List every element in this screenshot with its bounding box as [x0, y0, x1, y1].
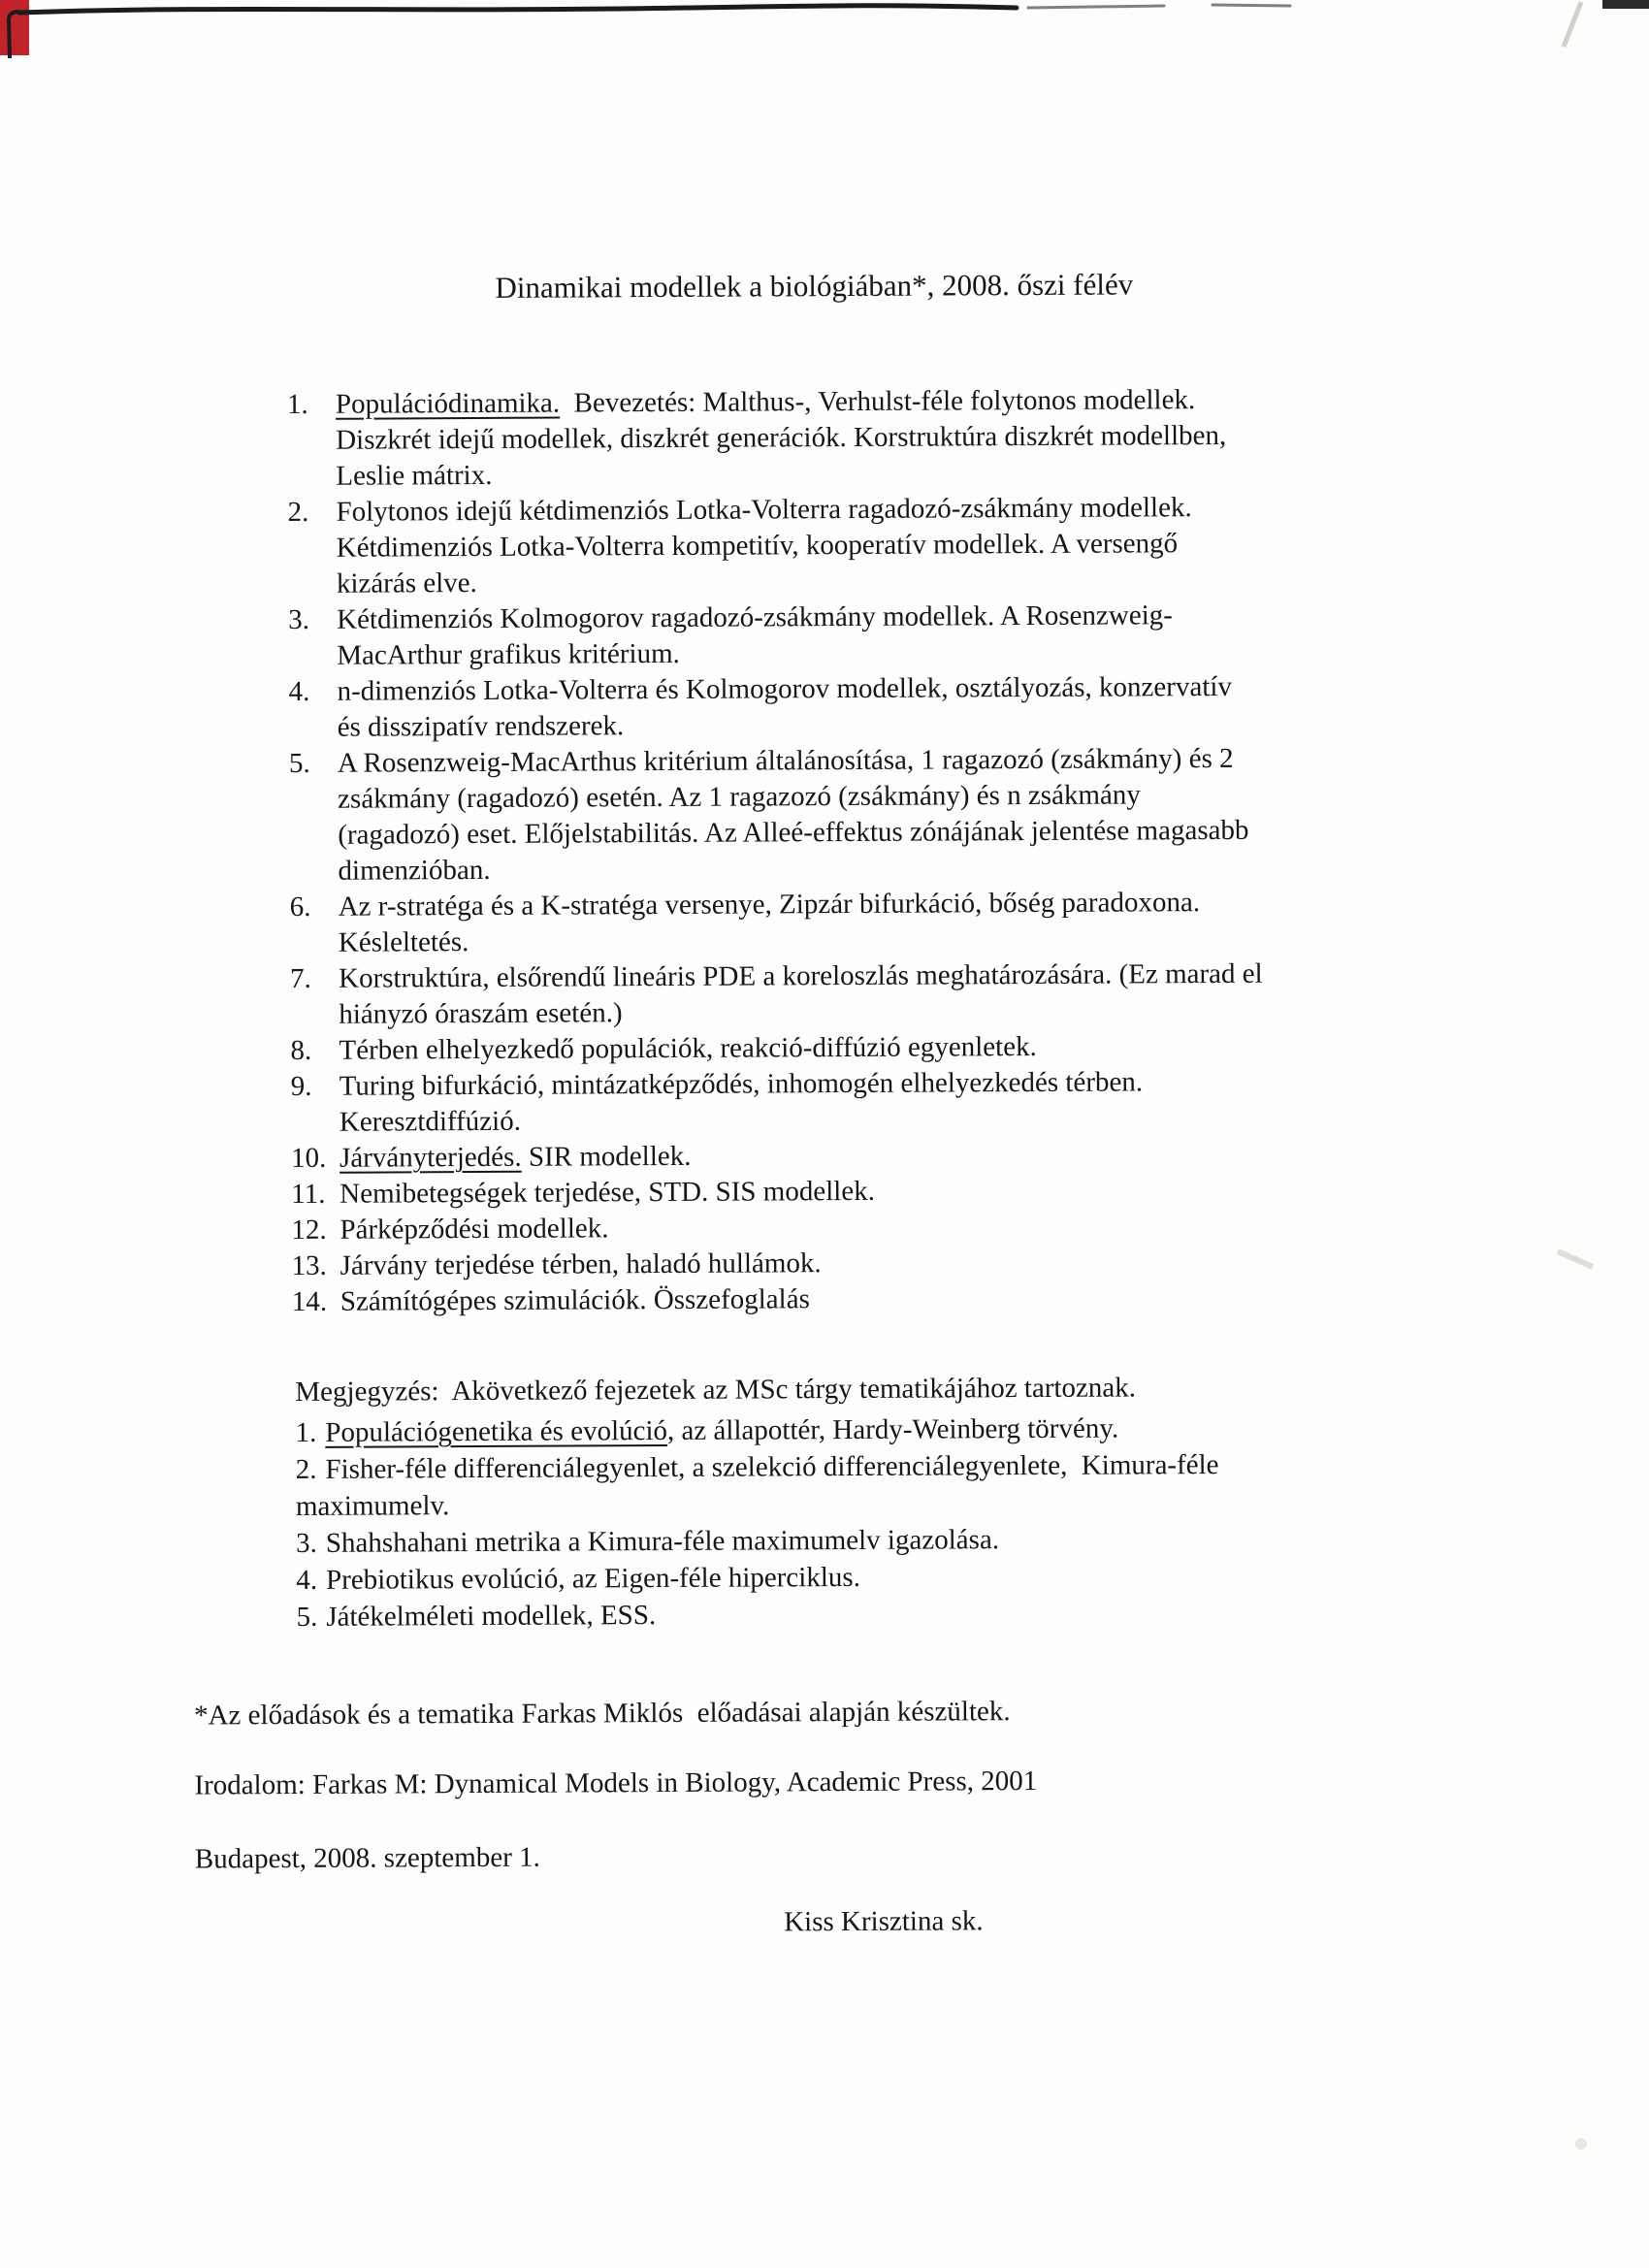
- item-text: Járványterjedés. SIR modellek.: [339, 1140, 692, 1174]
- item-number: 6.: [289, 891, 311, 923]
- literature-line: Irodalom: Farkas M: Dynamical Models in Biology, Academic Press, 2001: [194, 1765, 1038, 1801]
- list-item: [287, 380, 1530, 495]
- item-number: 14.: [291, 1285, 328, 1318]
- list-item: [292, 1278, 1534, 1320]
- item-text: A Rosenzweig-MacArthus kritérium általánosítása, 1 ragazozó (zsákmány) és 2 zsákmány (ragadozó) esetén. Az 1 ragazozó (zsákmány) és n zsákmány (ragadozó) eset. Előjelstabilitás. Az Alleé-effektus zónájának jelentése magasabb dimenzióban.: [337, 742, 1249, 887]
- item-text: Az r-stratéga és a K-stratéga versenye, Zipzár bifurkáció, bőség paradoxona. Késleltetés.: [338, 887, 1201, 958]
- item-text: Kétdimenziós Kolmogorov ragadozó-zsákmány modellek. A Rosenzweig- MacArthur grafikus kritérium.: [337, 599, 1173, 671]
- syllabus-list: [287, 380, 1534, 1320]
- item-number: 13.: [291, 1249, 327, 1282]
- item-text: Folytonos idejű kétdimenziós Lotka-Volterra ragadozó-zsákmány modellek. Kétdimenziós Lotka-Volterra kompetitív, kooperatív modellek. A versengő kizárás elve.: [336, 492, 1192, 599]
- item-text: Populációdinamika. Bevezetés: Malthus-, Verhulst-féle folytonos modellek. Diszkrét idejű modellek, diszkrét generációk. Korstruktúra diszkrét modellben, Leslie mátrix.: [335, 384, 1227, 492]
- item-number: 5.: [296, 1601, 318, 1633]
- msc-topics-list: [295, 1408, 1537, 1636]
- list-item: [287, 488, 1530, 602]
- item-number: 1.: [286, 388, 308, 421]
- page-title: Dinamikai modellek a biológiában*, 2008. őszi félév: [495, 267, 1134, 305]
- msc-note-heading: Megjegyzés: Akövetkező fejezetek az MSc tárgy tematikájához tartoznak.: [295, 1372, 1137, 1408]
- item-number: 2.: [287, 496, 309, 529]
- list-item: [288, 667, 1530, 746]
- item-number: 7.: [290, 962, 311, 995]
- item-text: Számítógépes szimulációk. Összefoglalás: [340, 1283, 810, 1317]
- signature-line: Kiss Krisztina sk.: [784, 1905, 984, 1938]
- item-number: 11.: [291, 1178, 326, 1211]
- msc-note-block: [295, 1367, 1537, 1636]
- item-text: Térben elhelyezkedő populációk, reakció-diffúzió egyenletek.: [339, 1030, 1037, 1066]
- list-item: [296, 1555, 1537, 1599]
- item-text: Korstruktúra, elsőrendű lineáris PDE a koreloszlás meghatározására. (Ez marad el hiányzó óraszám esetén.): [338, 957, 1263, 1030]
- list-item: [290, 883, 1532, 961]
- item-number: 10.: [290, 1142, 327, 1175]
- item-text: Prebiotikus evolúció, az Eigen-féle hiperciklus.: [325, 1561, 860, 1596]
- item-text: Fisher-féle differenciálegyenlet, a szelekció differenciálegyenlete, Kimura-féle maximumelv.: [295, 1449, 1219, 1522]
- list-item: [296, 1592, 1537, 1636]
- list-item: [296, 1444, 1537, 1525]
- item-text: Shahshahani metrika a Kimura-féle maximumelv igazolása.: [325, 1524, 1000, 1559]
- item-number: 1.: [295, 1416, 317, 1448]
- list-item: [296, 1518, 1537, 1562]
- item-number: 12.: [291, 1214, 327, 1247]
- item-text: Párképződési modellek.: [340, 1213, 609, 1246]
- item-number: 2.: [295, 1453, 317, 1485]
- item-number: 3.: [296, 1527, 317, 1559]
- item-number: 5.: [288, 747, 310, 780]
- item-number: 3.: [288, 603, 309, 636]
- item-number: 4.: [288, 675, 310, 708]
- item-text: Populációgenetika és evolúció, az állapottér, Hardy-Weinberg törvény.: [325, 1412, 1119, 1448]
- list-item: [290, 955, 1532, 1033]
- item-number: 4.: [296, 1564, 318, 1596]
- list-item: [288, 596, 1530, 674]
- item-text: Járvány terjedése térben, haladó hullámok.: [340, 1247, 822, 1281]
- list-item: [289, 739, 1532, 890]
- date-line: Budapest, 2008. szeptember 1.: [194, 1841, 540, 1875]
- underlined-topic: Populációgenetika és evolúció: [325, 1414, 668, 1448]
- underlined-topic: Járványterjedés.: [339, 1141, 522, 1174]
- item-number: 9.: [290, 1070, 312, 1103]
- item-text: Játékelméleti modellek, ESS.: [326, 1600, 657, 1633]
- item-text: Nemibetegségek terjedése, STD. SIS modellek.: [340, 1175, 875, 1210]
- item-text: n-dimenziós Lotka-Volterra és Kolmogorov modellek, osztályozás, konzervatív és disszipatív rendszerek.: [337, 670, 1232, 743]
- item-text: Turing bifurkáció, mintázatképződés, inhomogén elhelyezkedés térben. Keresztdiffúzió.: [339, 1066, 1144, 1138]
- list-item: [291, 1062, 1533, 1141]
- item-number: 8.: [290, 1034, 312, 1067]
- underlined-topic: Populációdinamika.: [335, 387, 561, 420]
- footnote-line: *Az előadások és a tematika Farkas Miklós előadásai alapján készültek.: [193, 1696, 1011, 1732]
- list-item: [295, 1408, 1536, 1451]
